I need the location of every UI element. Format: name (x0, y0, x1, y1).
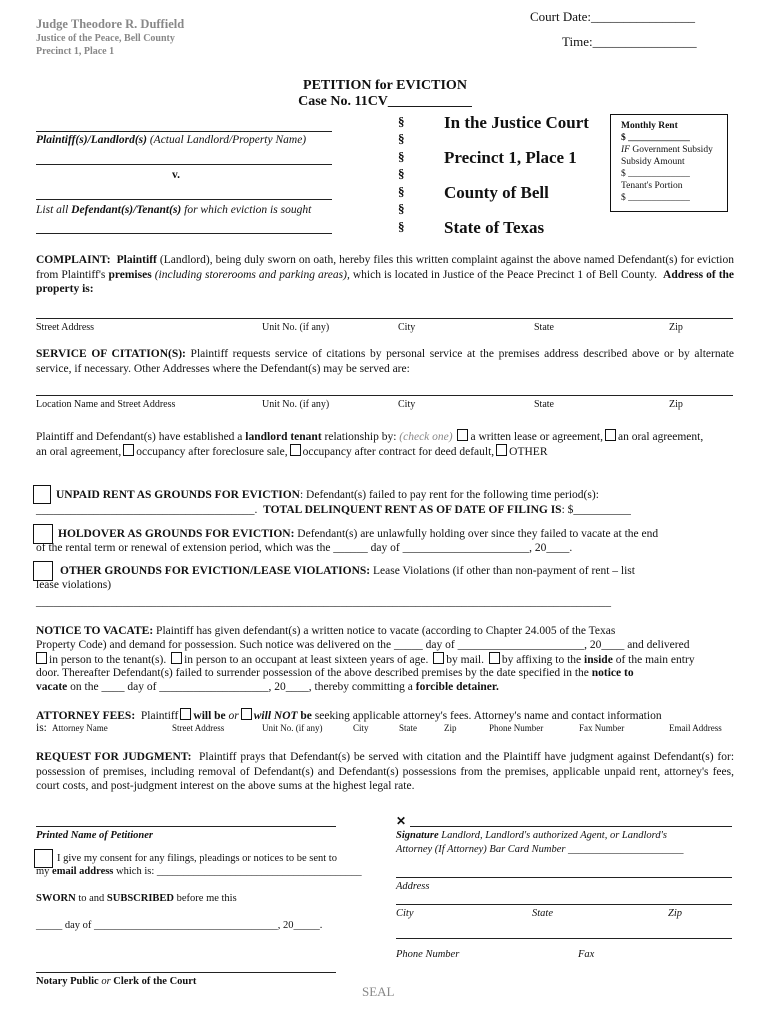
phone-label: Phone Number (396, 949, 460, 960)
section-mark: § (398, 201, 405, 216)
in-person-tenant-checkbox[interactable] (36, 652, 47, 664)
unit-label: Unit No. (if any) (262, 399, 330, 410)
state-label: State (534, 399, 554, 410)
unpaid-rent-text: UNPAID RENT AS GROUNDS FOR EVICTION: Defendant(s) failed to pay rent for the following time period(s): (56, 489, 599, 501)
city-label: City (398, 322, 416, 333)
will-be-checkbox[interactable] (180, 708, 191, 720)
signature-line[interactable] (410, 826, 732, 827)
other-checkbox[interactable] (496, 444, 507, 456)
written-lease-checkbox[interactable] (457, 429, 468, 441)
contract-deed-checkbox[interactable] (290, 444, 301, 456)
defendant-label: List all Defendant(s)/Tenant(s) for which eviction is sought (36, 204, 312, 216)
address-line[interactable] (396, 877, 732, 878)
attorney-city-label: City (353, 723, 369, 733)
will-not-checkbox[interactable] (241, 708, 252, 720)
city-state-zip-line[interactable] (396, 904, 732, 905)
plaintiff-name-line-2[interactable] (36, 164, 332, 165)
plaintiff-name-line[interactable] (36, 131, 332, 132)
court-line-1: In the Justice Court (444, 113, 589, 132)
printed-name-line[interactable] (36, 826, 336, 827)
case-number-field[interactable]: Case No. 11CV____________ (298, 94, 472, 109)
monthly-rent-label: Monthly Rent (621, 121, 678, 131)
court-line-3: County of Bell (444, 183, 549, 202)
printed-name-label: Printed Name of Petitioner (36, 830, 153, 841)
notary-signature-line[interactable] (36, 972, 336, 973)
holdover-text: HOLDOVER AS GROUNDS FOR EVICTION: Defendant(s) are unlawfully holding over since they failed to vacate at the end (58, 528, 659, 540)
notice-line-3: in person to the tenant(s). in person to an occupant at least sixteen years of age. by mail. by affixing to the inside of the main entry (36, 652, 695, 668)
unpaid-rent-checkbox[interactable] (33, 485, 51, 504)
attorney-is-label: is: (36, 722, 47, 734)
subsidy-amount-field[interactable]: $ _____________ (621, 169, 690, 179)
attorney-name-label: Attorney Name (52, 723, 108, 733)
city-label: City (396, 908, 414, 919)
judge-name: Judge Theodore R. Duffield (36, 17, 185, 31)
judgment-paragraph: REQUEST FOR JUDGMENT: Plaintiff prays that Defendant(s) be served with citation and the Plaintiff have judgment against Defendant(s) for: possession of premises, including removal of Defendant(s) and Defendant(s) possessions from the premises, applicable unpaid rent, attorney's fees, court costs, and post-judgment interest on the above sums at the highest legal rate. (36, 751, 735, 792)
address-label: Address (396, 881, 430, 892)
zip-label: Zip (669, 399, 683, 410)
court-date-field[interactable]: Court Date:________________ (530, 9, 696, 24)
versus-label: v. (172, 169, 180, 181)
attorney-unit-label: Unit No. (if any) (262, 723, 323, 733)
state-label: State (532, 908, 553, 919)
precinct-name: Precinct 1, Place 1 (36, 46, 115, 57)
in-person-occupant-checkbox[interactable] (171, 652, 182, 664)
service-address-line[interactable] (36, 395, 733, 396)
section-mark: § (398, 166, 405, 181)
foreclosure-checkbox[interactable] (123, 444, 134, 456)
zip-label: Zip (668, 908, 683, 919)
office-name: Justice of the Peace, Bell County (36, 33, 175, 44)
location-label: Location Name and Street Address (36, 399, 176, 410)
attorney-email-label: Email Address (669, 723, 722, 733)
signature-label: Signature Landlord, Landlord's authorized Agent, or Landlord's (396, 830, 667, 841)
attorney-fees-line: ATTORNEY FEES: Plaintiff will be or will NOT be seeking applicable attorney's fees. Attorney's name and contact information (36, 710, 662, 722)
notice-line-5: vacate on the ____ day of ___________________, 20____, thereby committing a forcible detainer. (36, 681, 499, 693)
complaint-paragraph: COMPLAINT: Plaintiff (Landlord), being duly sworn on oath, hereby files this written complaint against the above named Defendant(s) for eviction from Plaintiff's premises (including storerooms and parking areas), which is located in Justice of the Peace Precinct 1 of Bell County. Address of the property is: (36, 254, 735, 295)
attorney-zip-label: Zip (444, 723, 457, 733)
unit-label: Unit No. (if any) (262, 322, 330, 333)
oral-agreement-checkbox[interactable] (605, 429, 616, 441)
monthly-rent-field[interactable]: $ _____________ (621, 133, 690, 143)
unpaid-rent-line: ______________________________________. TOTAL DELINQUENT RENT AS OF DATE OF FILING IS: $__________ (36, 504, 631, 516)
property-address-line[interactable] (36, 318, 733, 319)
holdover-text-2: of the rental term or renewal of extension period, which was the ______ day of ______________________, 20____. (36, 542, 573, 554)
consent-line-2: my email address which is: _______________________________________ (36, 866, 362, 877)
attorney-fax-label: Fax Number (579, 723, 625, 733)
tenant-portion-field[interactable]: $ _____________ (621, 193, 690, 203)
section-mark: § (398, 131, 405, 146)
notary-label: Notary Public or Clerk of the Court (36, 976, 197, 987)
by-mail-checkbox[interactable] (433, 652, 444, 664)
consent-line-1: I give my consent for any filings, pleadings or notices to be sent to (57, 853, 337, 864)
other-grounds-text-2: lease violations) (36, 579, 112, 591)
street-address-label: Street Address (36, 322, 95, 333)
notice-line-4: door. Thereafter Defendant(s) failed to surrender possession of the above described premises by the date specified in the notice to (36, 667, 634, 679)
section-mark: § (398, 219, 405, 234)
service-paragraph: SERVICE OF CITATION(S): Plaintiff requests service of citations by personal service at the premises address described above or by alternate service, if necessary. Other Addresses where the Defendant(s) may be served are: (36, 348, 735, 375)
court-line-4: State of Texas (444, 218, 545, 237)
seal-label: SEAL (362, 984, 395, 999)
tenant-portion-label: Tenant's Portion (621, 181, 683, 191)
attorney-phone-label: Phone Number (489, 723, 544, 733)
sworn-line: SWORN to and SUBSCRIBED before me this (36, 893, 237, 904)
zip-label: Zip (669, 322, 683, 333)
subsidy-amount-label: Subsidy Amount (621, 157, 685, 167)
attorney-state-label: State (399, 723, 417, 733)
affixing-checkbox[interactable] (489, 652, 500, 664)
section-mark: § (398, 149, 405, 164)
section-mark: § (398, 114, 405, 129)
notice-line-2: Property Code) and demand for possession. Such notice was delivered on the _____ day of ______________________, 20____ and delivered (36, 639, 690, 651)
defendant-name-line-2[interactable] (36, 233, 332, 234)
defendant-name-line[interactable] (36, 199, 332, 200)
gov-subsidy-label: IF Government Subsidy (621, 145, 713, 155)
relationship-line-2: an oral agreement, occupancy after foreclosure sale, occupancy after contract for deed default, OTHER (36, 446, 548, 458)
relationship-line-1: Plaintiff and Defendant(s) have established a landlord tenant relationship by: (check one) a written lease or agreement, an oral agreement, (36, 431, 704, 443)
time-field[interactable]: Time:________________ (562, 34, 697, 49)
section-mark: § (398, 184, 405, 199)
page-title: PETITION for EVICTION (303, 78, 467, 93)
plaintiff-label: Plaintiff(s)/Landlord(s) (Actual Landlord/Property Name) (36, 134, 307, 146)
phone-fax-line[interactable] (396, 938, 732, 939)
state-label: State (534, 322, 554, 333)
notice-line-1: NOTICE TO VACATE: Plaintiff has given defendant(s) a written notice to vacate (according to Chapter 24.005 of the Texas (36, 625, 616, 637)
city-label: City (398, 399, 416, 410)
attorney-street-label: Street Address (172, 723, 225, 733)
other-grounds-text: OTHER GROUNDS FOR EVICTION/LEASE VIOLATIONS: Lease Violations (if other than non-payment of rent – list (60, 565, 635, 577)
fax-label: Fax (578, 949, 595, 960)
x-mark-icon: ✕ (396, 814, 407, 828)
lease-violations-field[interactable]: ____________________________________________________________________________________________________ (36, 596, 611, 608)
sworn-day-field[interactable]: _____ day of ___________________________________, 20_____. (36, 920, 323, 931)
court-line-2: Precinct 1, Place 1 (444, 148, 577, 167)
bar-card-field[interactable]: Attorney (If Attorney) Bar Card Number ______________________ (396, 844, 684, 855)
